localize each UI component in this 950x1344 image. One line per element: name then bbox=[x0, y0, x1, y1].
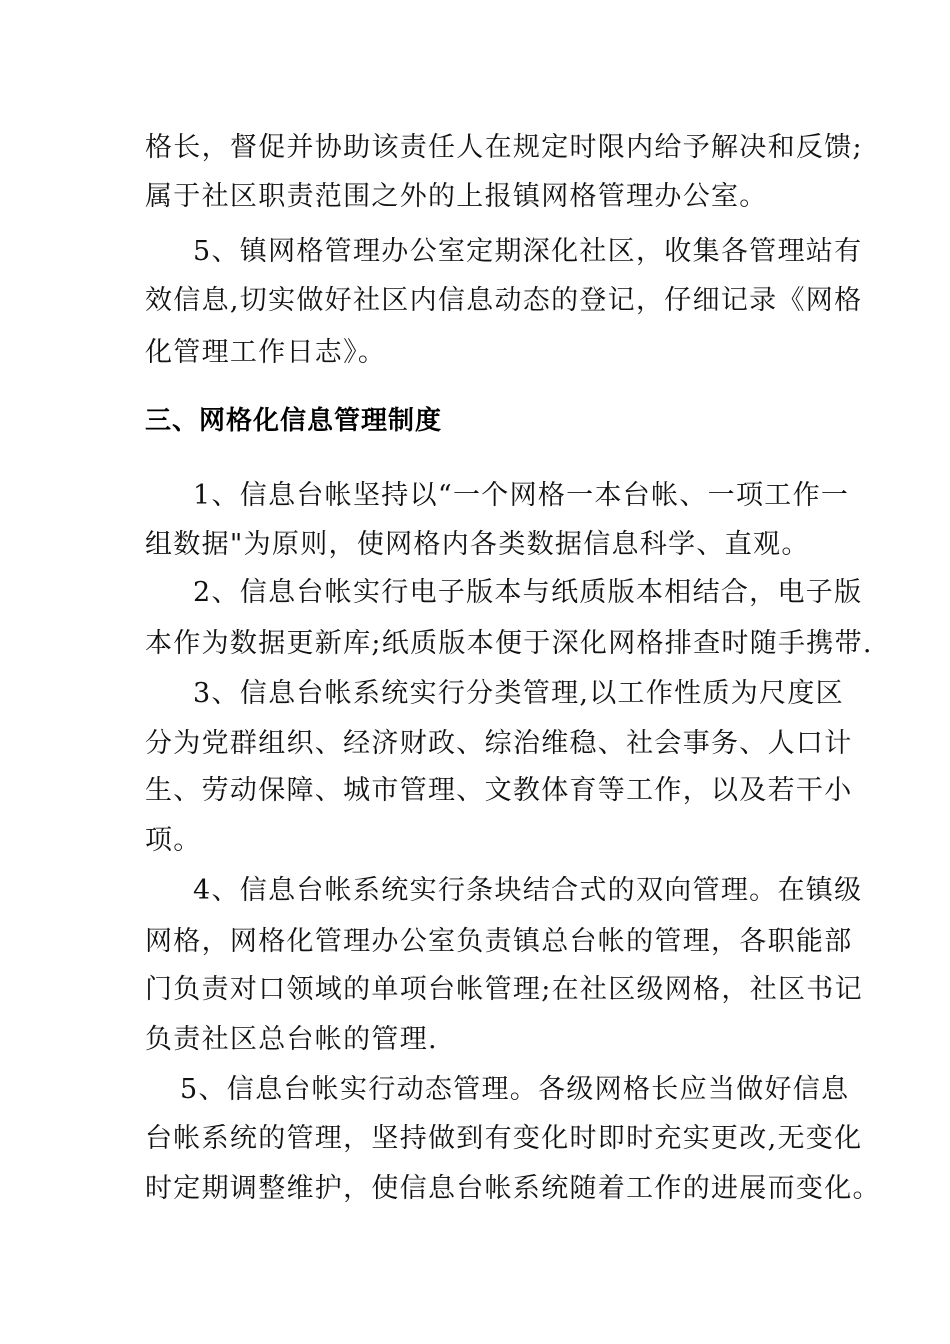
text-line: 台帐系统的管理，坚持做到有变化时即时充实更改,无变化 bbox=[145, 1123, 863, 1154]
paragraph-3-start: 3、信息台帐系统实行分类管理,以工作性质为尺度区 bbox=[193, 678, 844, 709]
text-line: 格长，督促并协助该责任人在规定时限内给予解决和反馈; bbox=[145, 132, 863, 163]
paragraph-2-start: 2、信息台帐实行电子版本与纸质版本相结合，电子版 bbox=[193, 577, 863, 608]
text-line: 生、劳动保障、城市管理、文教体育等工作，以及若干小 bbox=[145, 775, 853, 806]
text-line: 化管理工作日志》。 bbox=[145, 337, 387, 368]
paragraph-5b-start: 5、信息台帐实行动态管理。各级网格长应当做好信息 bbox=[180, 1074, 850, 1105]
text-line: 效信息,切实做好社区内信息动态的登记，仔细记录《网格 bbox=[145, 285, 863, 316]
text-line: 分为党群组织、经济财政、综治维稳、社会事务、人口计 bbox=[145, 728, 853, 759]
paragraph-4-start: 4、信息台帐系统实行条块结合式的双向管理。在镇级 bbox=[193, 875, 863, 906]
text-line: 网格，网格化管理办公室负责镇总台帐的管理，各职能部 bbox=[145, 926, 853, 957]
text-line: 项。 bbox=[145, 825, 202, 856]
text-line: 本作为数据更新库;纸质版本便于深化网格排查时随手携带. bbox=[145, 628, 873, 659]
paragraph-1-start: 1、信息台帐坚持以“一个网格一本台帐、一项工作一 bbox=[193, 480, 850, 511]
text-line: 时定期调整维护，使信息台帐系统随着工作的进展而变化。 bbox=[145, 1173, 881, 1204]
text-line: 负责社区总台帐的管理. bbox=[145, 1024, 438, 1055]
section-heading: 三、网格化信息管理制度 bbox=[145, 406, 443, 436]
text-line: 属于社区职责范围之外的上报镇网格管理办公室。 bbox=[145, 181, 768, 212]
text-line: 门负责对口领域的单项台帐管理;在社区级网格，社区书记 bbox=[145, 974, 863, 1005]
text-line: 组数据"为原则，使网格内各类数据信息科学、直观。 bbox=[145, 529, 810, 560]
paragraph-5-start: 5、镇网格管理办公室定期深化社区，收集各管理站有 bbox=[193, 236, 863, 267]
